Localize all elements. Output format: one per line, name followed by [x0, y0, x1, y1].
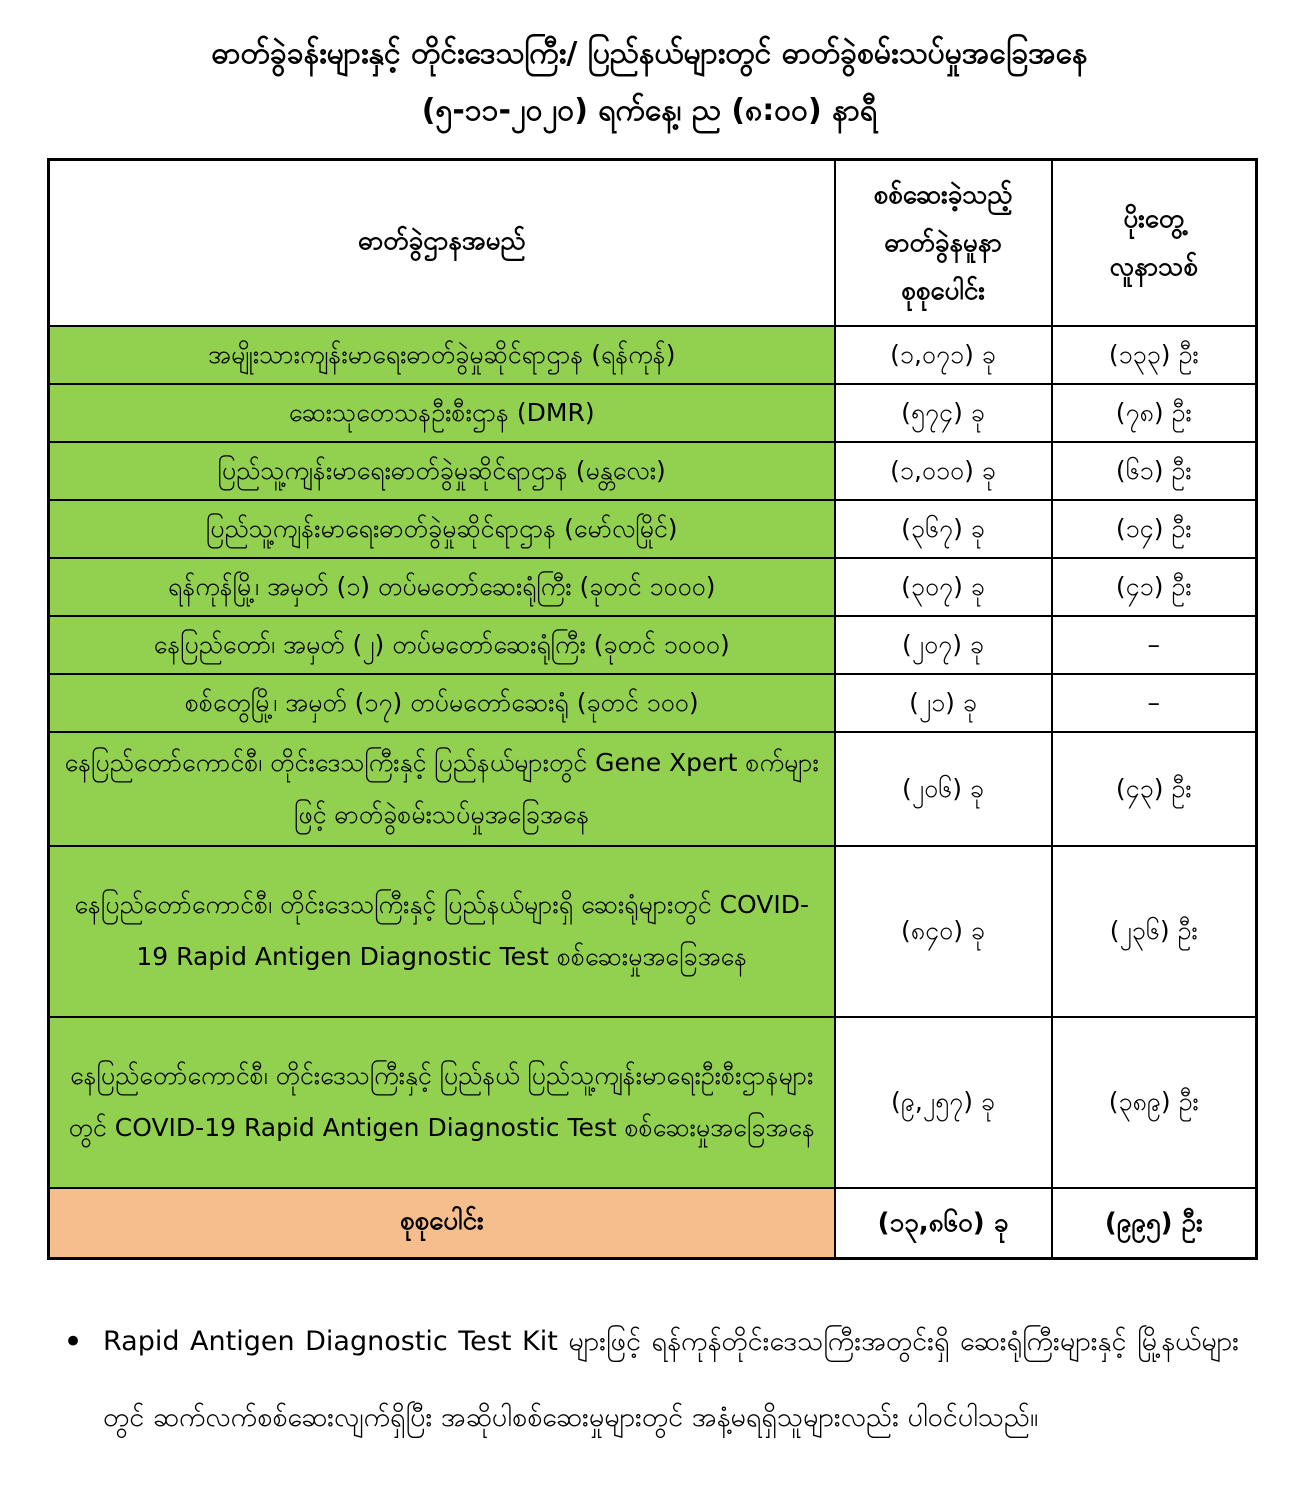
- lab-name-cell: နေပြည်တော်၊ အမှတ် (၂) တပ်မတော်ဆေးရုံကြီး (ခုတင် ၁၀၀၀): [49, 616, 835, 674]
- lab-name-cell: ရန်ကုန်မြို့၊ အမှတ် (၁) တပ်မတော်ဆေးရုံကြီး (ခုတင် ၁၀၀၀): [49, 558, 835, 616]
- table-row: [49, 732, 1257, 846]
- header-new-positives-line1: ပိုးတွေ့: [1123, 203, 1185, 234]
- header-new-positives-line2: လူနာသစ်: [1109, 251, 1198, 282]
- header-total-samples: [835, 160, 1052, 326]
- total-positives-cell: (၉၉၅) ဦး: [1052, 1188, 1257, 1259]
- footnote-text: Rapid Antigen Diagnostic Test Kit များဖြင့် ရန်ကုန်တိုင်းဒေသကြီးအတွင်းရှိ ဆေးရုံကြီးများနှင့် မြို့နယ်များတွင် ဆက်လက်စစ်ဆေးလျက်ရှိပြီး အဆိုပါစစ်ဆေးမှုများတွင် အနံ့မရရှိသူများလည်း ပါဝင်ပါသည်။: [103, 1326, 1239, 1433]
- samples-cell: (၅၇၄) ခု: [835, 384, 1052, 442]
- samples-cell: (၁,၀၇၁) ခု: [835, 326, 1052, 384]
- table-row: [49, 326, 1257, 384]
- lab-name-cell: နေပြည်တော်ကောင်စီ၊ တိုင်းဒေသကြီးနှင့် ပြည်နယ် ပြည်သူ့ကျန်းမာရေးဦးစီးဌာနများတွင် COVID-19 Rapid Antigen Diagnostic Test စစ်ဆေးမှုအခြေအနေ: [49, 1017, 835, 1188]
- positives-cell: (၄၁) ဦး: [1052, 558, 1257, 616]
- positives-cell: (၆၁) ဦး: [1052, 442, 1257, 500]
- total-label-cell: စုစုပေါင်း: [49, 1188, 835, 1259]
- lab-name-cell: ပြည်သူ့ကျန်းမာရေးဓာတ်ခွဲမှုဆိုင်ရာဌာန (မန္တလေး): [49, 442, 835, 500]
- positives-cell: (၇၈) ဦး: [1052, 384, 1257, 442]
- lab-name-cell: ပြည်သူ့ကျန်းမာရေးဓာတ်ခွဲမှုဆိုင်ရာဌာန (မော်လမြိုင်): [49, 500, 835, 558]
- lab-name-cell: နေပြည်တော်ကောင်စီ၊ တိုင်းဒေသကြီးနှင့် ပြည်နယ်များတွင် Gene Xpert စက်များဖြင့် ဓာတ်ခွဲစမ်းသပ်မှုအခြေအနေ: [49, 732, 835, 846]
- positives-cell: (၁၄) ဦး: [1052, 500, 1257, 558]
- header-total-samples-line3: စုစုပေါင်း: [901, 275, 985, 306]
- footnote: [63, 1304, 1239, 1456]
- lab-name-cell: အမျိုးသားကျန်းမာရေးဓာတ်ခွဲမှုဆိုင်ရာဌာန (ရန်ကုန်): [49, 326, 835, 384]
- table-row: [49, 674, 1257, 732]
- header-total-samples-line2: ဓာတ်ခွဲနမူနာ: [884, 227, 1002, 258]
- samples-cell: (၂၀၆) ခု: [835, 732, 1052, 846]
- table-row: [49, 558, 1257, 616]
- lab-name-cell: ဆေးသုတေသနဦးစီးဌာန (DMR): [49, 384, 835, 442]
- samples-cell: (၉,၂၅၇) ခု: [835, 1017, 1052, 1188]
- positives-cell: (၂၃၆) ဦး: [1052, 846, 1257, 1017]
- lab-name-cell: စစ်တွေမြို့၊ အမှတ် (၁၇) တပ်မတော်ဆေးရုံ (ခုတင် ၁၀၀): [49, 674, 835, 732]
- table-row: [49, 442, 1257, 500]
- samples-cell: (၃၆၇) ခု: [835, 500, 1052, 558]
- header-total-samples-line1: စစ်ဆေးခဲ့သည့်: [873, 179, 1013, 210]
- table-row: [49, 616, 1257, 674]
- report-title: [0, 0, 1299, 140]
- samples-cell: (၂၀၇) ခု: [835, 616, 1052, 674]
- table-row: [49, 846, 1257, 1017]
- table-row: [49, 500, 1257, 558]
- report-title-line1: ဓာတ်ခွဲခန်းများနှင့် တိုင်းဒေသကြီး/ ပြည်နယ်များတွင် ဓာတ်ခွဲစမ်းသပ်မှုအခြေအနေ: [211, 36, 1088, 71]
- header-lab-name: ဓာတ်ခွဲဌာနအမည်: [49, 160, 835, 326]
- lab-name-cell: နေပြည်တော်ကောင်စီ၊ တိုင်းဒေသကြီးနှင့် ပြည်နယ်များရှိ ဆေးရုံများတွင် COVID-19 Rapid Antigen Diagnostic Test စစ်ဆေးမှုအခြေအနေ: [49, 846, 835, 1017]
- positives-cell: (၃၈၉) ဦး: [1052, 1017, 1257, 1188]
- table-header-row: [49, 160, 1257, 326]
- positives-cell: –: [1052, 674, 1257, 732]
- testing-summary-table: [47, 158, 1258, 1260]
- table-total-row: [49, 1188, 1257, 1259]
- positives-cell: (၄၃) ဦး: [1052, 732, 1257, 846]
- bullet-icon: •: [63, 1322, 84, 1362]
- table-row: [49, 384, 1257, 442]
- total-samples-cell: (၁၃,၈၆၀) ခု: [835, 1188, 1052, 1259]
- samples-cell: (၃၀၇) ခု: [835, 558, 1052, 616]
- samples-cell: (၈၄၀) ခု: [835, 846, 1052, 1017]
- samples-cell: (၁,၀၁၀) ခု: [835, 442, 1052, 500]
- samples-cell: (၂၁) ခု: [835, 674, 1052, 732]
- positives-cell: (၁၃၃) ဦး: [1052, 326, 1257, 384]
- table-row: [49, 1017, 1257, 1188]
- positives-cell: –: [1052, 616, 1257, 674]
- report-title-date: (၅-၁၁-၂၀၂၀) ရက်နေ့၊ ည (၈:၀၀) နာရီ: [421, 93, 878, 128]
- header-new-positives: [1052, 160, 1257, 326]
